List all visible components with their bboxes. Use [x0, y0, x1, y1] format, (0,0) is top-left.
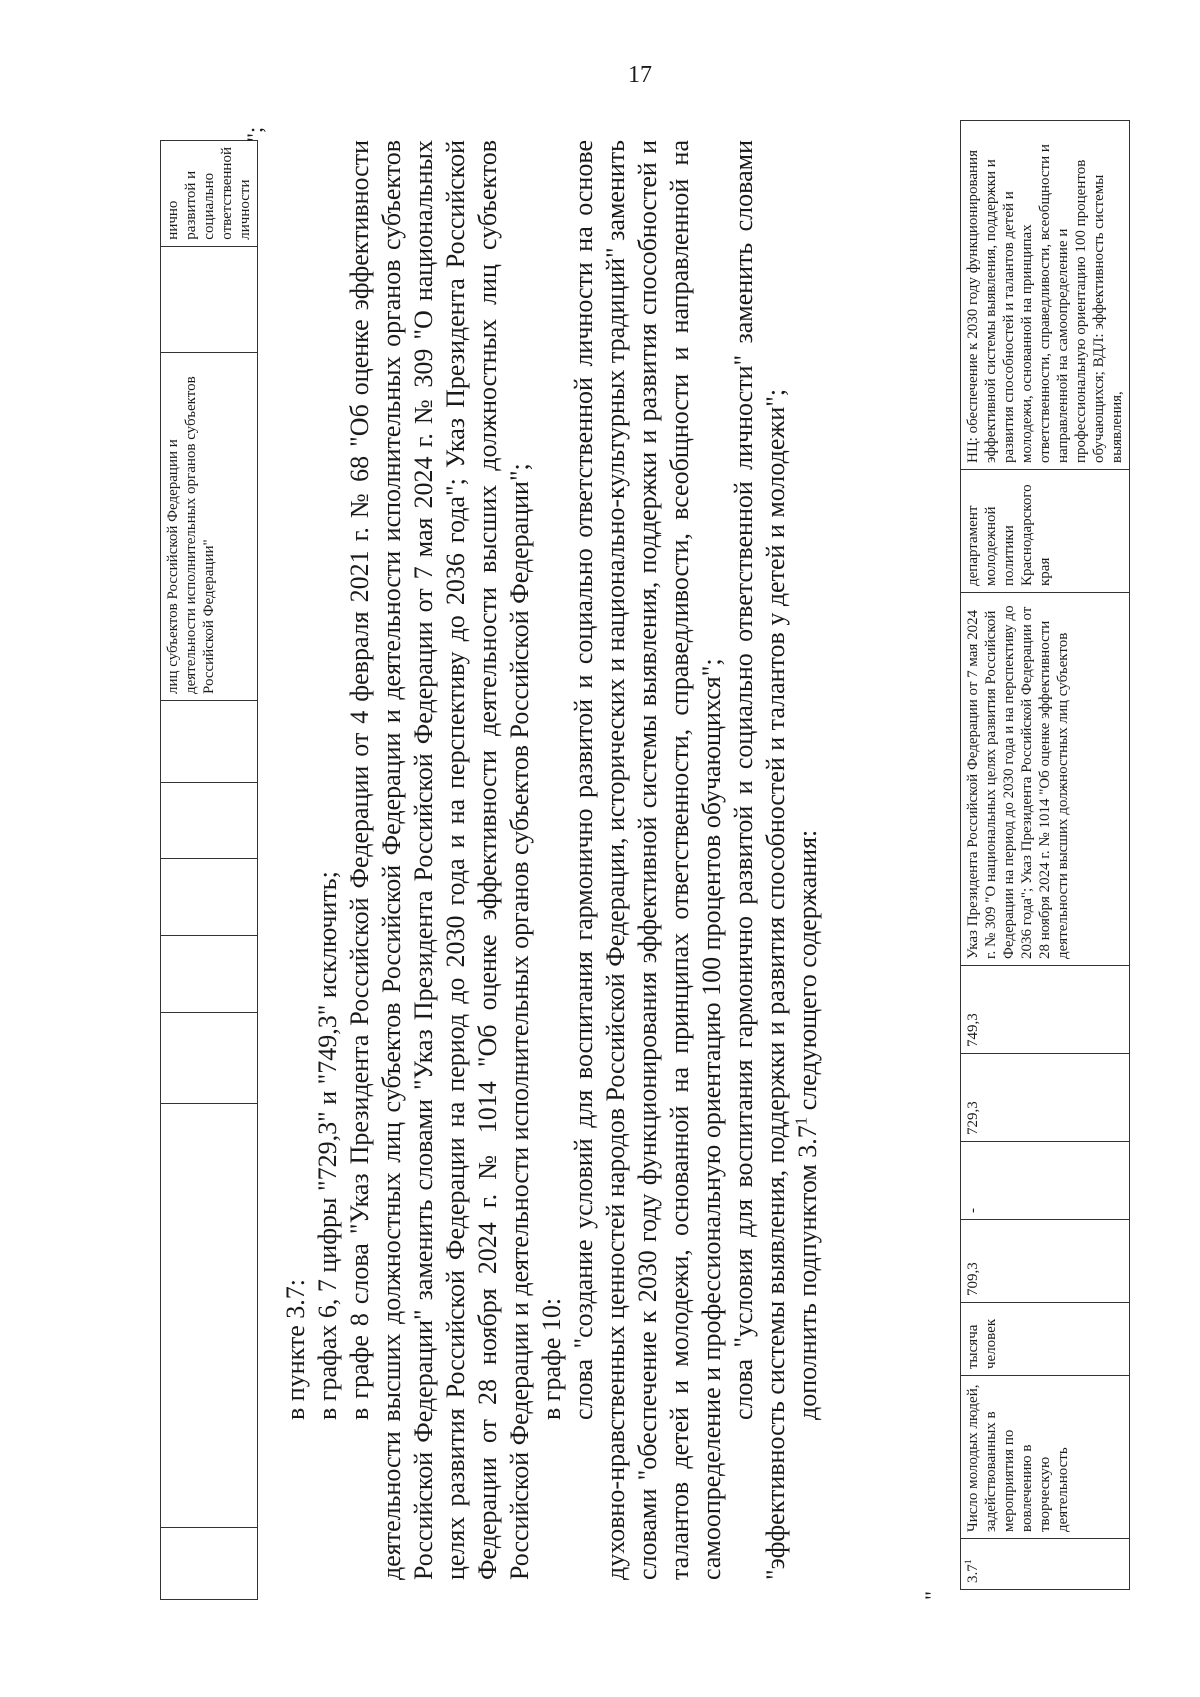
- table-cell: [161, 701, 258, 783]
- unit-cell: тысяча человек: [961, 1303, 1130, 1376]
- executor-cell: департамент молодежной политики Краснодарского края: [961, 470, 1130, 593]
- table-cell: [161, 782, 258, 859]
- goal-cell: НЦ: обеспечение к 2030 году функционирования эффективной системы выявления, поддержки и развития способностей и талантов детей и молодежи, основанной на принципах ответственности, справедливости, всеобщности и направленной на самоопределение и профессиональную ориентацию 100 процентов обучающихся; ВДЛ: эффективность системы выявления,: [961, 121, 1130, 470]
- paragraph: слова "создание условий для воспитания гармонично развитой и социально ответственной личности на основе духовно-нравственных ценностей народов Российской Федерации, исторических и национально-культурных традиций" заменить словами "обеспечение к 2030 году функционирования эффективной системы выявления, поддержки и развития способностей и талантов детей и молодежи, основанной на принципах ответственности, справедливости, всеобщности и направленной на самоопределение и профессиональную ориентацию 100 процентов обучающихся";: [569, 140, 726, 1580]
- top-table-fragment: [160, 140, 258, 1600]
- table-cell: [161, 935, 258, 1012]
- value-cell: 729,3: [961, 1054, 1130, 1142]
- table-cell: [161, 1528, 258, 1600]
- document-cell: Указ Президента Российской Федерации от 7 мая 2024 г. № 309 "О национальных целях развития Российской Федерации на период до 2030 года и на перспективу до 2036 года"; Указ Президента Российской Федерации от 28 ноября 2024 г. № 1014 "Об оценке эффективности деятельности высших должностных лиц субъектов: [961, 593, 1130, 966]
- value-cell: 709,3: [961, 1220, 1130, 1303]
- superscript: 1: [791, 1116, 811, 1126]
- table-row: [161, 141, 258, 1600]
- paragraph: в пункте 3.7:: [281, 1278, 310, 1420]
- paragraph: в графе 8 слова "Указ Президента Российской Федерации от 4 февраля 2021 г. № 68 "Об оценке эффективности деятельности высших должностных лиц субъектов Российской Федерации и деятельности исполнительных органов субъектов Российской Федерации" заменить словами "Указ Президента Российской Федерации от 7 мая 2024 г. № 309 "О национальных целях развития Российской Федерации на период до 2030 года и на перспективу до 2036 года"; Указ Президента Российской Федерации от 28 ноября 2024 г. № 1014 "Об оценке эффективности деятельности высших должностных лиц субъектов Российской Федерации и деятельности исполнительных органов субъектов Российской Федерации";: [345, 140, 534, 1580]
- new-row-table: [960, 120, 1130, 1590]
- quote-start: ": [920, 1591, 945, 1600]
- table-cell: [161, 1012, 258, 1103]
- value-cell: -: [961, 1142, 1130, 1220]
- paragraph-part: дополнить подпунктом 3.7: [793, 1125, 822, 1420]
- result-cell: нично развитой и социально ответственной личности: [161, 141, 258, 247]
- table-cell: [161, 1103, 258, 1527]
- table-cell: [161, 859, 258, 936]
- paragraph: в графах 6, 7 цифры "729,3" и "749,3" исключить;: [313, 871, 342, 1420]
- paragraph: [792, 140, 824, 1580]
- superscript: 1: [963, 1559, 974, 1565]
- doc-cell: лиц субъектов Российской Федерации и деятельности исполнительных органов субъектов Российской Федерации": [161, 352, 258, 700]
- row-number: 3.7: [965, 1564, 981, 1583]
- table-row: [961, 121, 1130, 1590]
- page-number: 17: [628, 62, 652, 88]
- rotated-content: [160, 110, 1125, 1600]
- paragraph: в графе 10:: [537, 1297, 566, 1420]
- amendment-text: [280, 140, 824, 1580]
- paragraph-part: следующего содержания:: [793, 829, 822, 1117]
- row-number-cell: [961, 1539, 1130, 1590]
- paragraph: слова "условия для воспитания гармонично развитой и социально ответственной личности" заменить словами "эффективность системы выявления, поддержки и развития способностей и талантов у детей и молодежи";: [729, 140, 790, 1580]
- quote-end: ";: [242, 126, 267, 142]
- table-cell: [161, 246, 258, 352]
- indicator-cell: Число молодых людей, задействованных в мероприятия по вовлечению в творческую деятельность: [961, 1376, 1130, 1539]
- value-cell: 749,3: [961, 966, 1130, 1054]
